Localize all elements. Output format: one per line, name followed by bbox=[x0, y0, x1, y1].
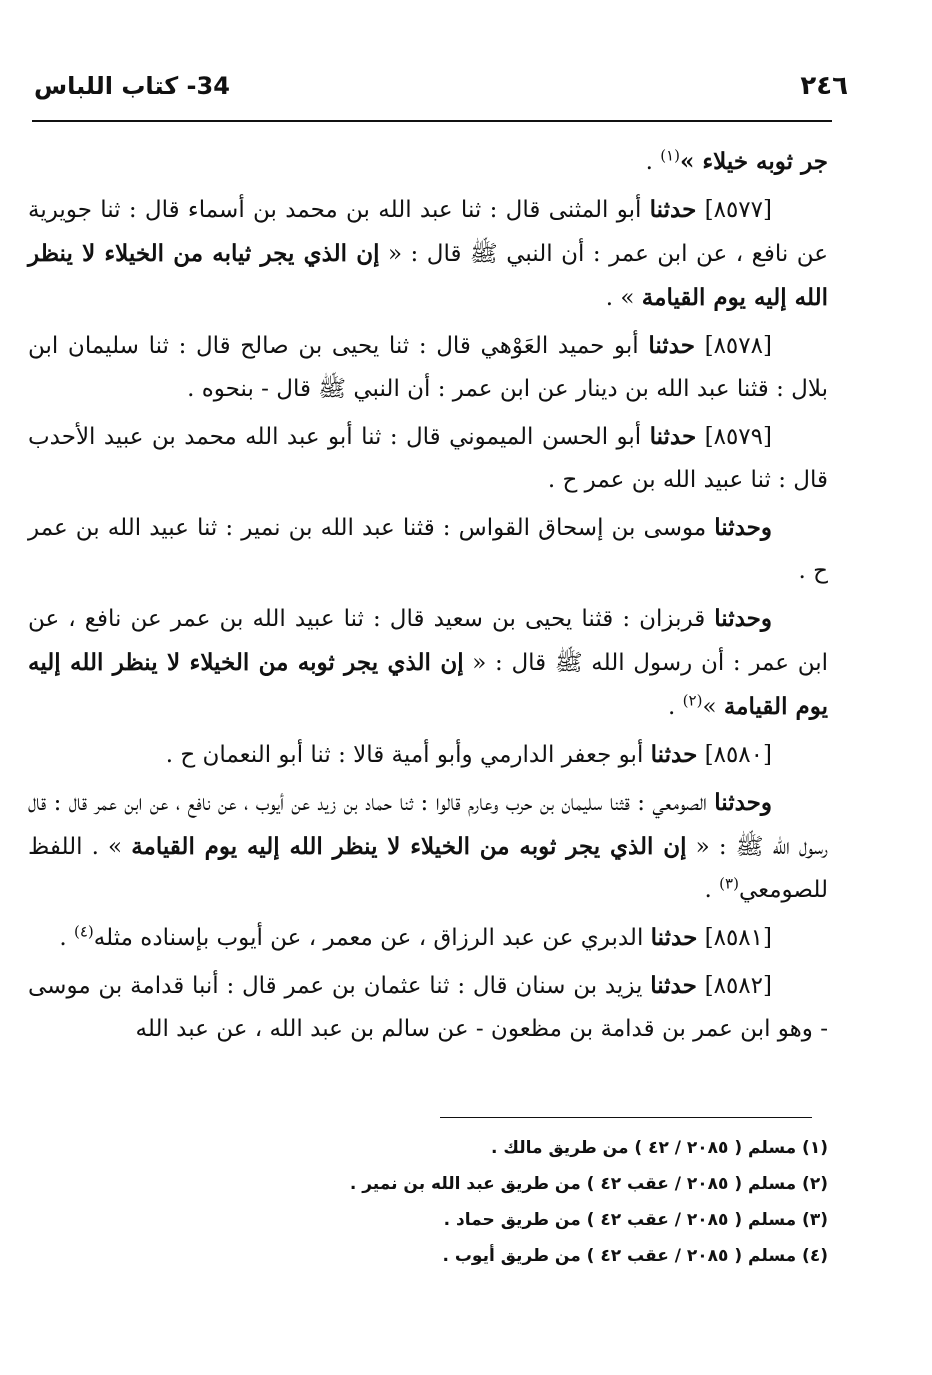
main-text bbox=[28, 140, 828, 1051]
text-run: [٨٥٨٢] bbox=[696, 973, 772, 999]
text-run: . bbox=[59, 925, 74, 951]
text-run: موسى بن إسحاق القواس : قثنا عبد الله بن نمير : ثنا عبيد الله بن عمر ح . bbox=[28, 515, 828, 584]
bold-text: إن الذي يجر ثيابه من الخيلاء لا ينظر الله إليه يوم القيامة bbox=[28, 240, 828, 311]
footnote: (٣) مسلم ( ٢٠٨٥ / عقب ٤٢ ) من طريق حماد . bbox=[443, 1210, 828, 1230]
header-divider bbox=[32, 120, 832, 122]
bold-text: وحدثنا bbox=[714, 789, 772, 816]
footnote: (٢) مسلم ( ٢٠٨٥ / عقب ٤٢ ) من طريق عبد الله بن نمير . bbox=[349, 1174, 828, 1194]
text-run: قربزان : قثنا يحيى بن سعيد قال : ثنا عبيد الله بن عمر عن نافع ، عن ابن عمر : أن رسول الله ﷺ قال : « bbox=[28, 606, 828, 676]
hadith-paragraph bbox=[28, 733, 828, 777]
footnote-marker: (١) bbox=[660, 146, 680, 165]
text-run: [٨٥٨١] bbox=[697, 925, 772, 951]
text-run: أبو حميد العَوْهي قال : ثنا يحيى بن صالح قال : ثنا سليمان ابن بلال : قثنا عبد الله بن دينار عن ابن عمر : أن النبي ﷺ قال - بنحوه . bbox=[28, 333, 828, 402]
hadith-paragraph bbox=[28, 188, 828, 320]
hadith-paragraph bbox=[28, 964, 828, 1051]
hadith-paragraph bbox=[28, 597, 828, 729]
text-run: » . bbox=[605, 285, 642, 311]
bold-text: وحدثنا bbox=[714, 605, 772, 632]
text-run: الدبري عن عبد الرزاق ، عن معمر ، عن أيوب بإسناده مثله bbox=[93, 925, 651, 951]
hadith-paragraph bbox=[28, 324, 828, 411]
bold-text: حدثنا bbox=[650, 741, 698, 768]
hadith-paragraph bbox=[28, 781, 828, 912]
bold-text: وحدثنا bbox=[714, 514, 772, 541]
hadith-paragraph bbox=[28, 140, 828, 184]
bold-text: إن الذي يجر ثوبه من الخيلاء لا ينظر الله إليه يوم القيامة bbox=[28, 649, 828, 720]
hadith-paragraph bbox=[28, 415, 828, 502]
text-run: . bbox=[645, 149, 661, 175]
text-run: أبو المثنى قال : ثنا عبد الله بن محمد بن أسماء قال : ثنا جويرية عن نافع ، عن ابن عمر : أن النبي ﷺ قال : « bbox=[28, 197, 828, 267]
footnote-divider bbox=[440, 1117, 812, 1118]
bold-text: حدثنا bbox=[649, 196, 697, 223]
text-run: » . اللفظ للصومعي bbox=[28, 834, 828, 903]
footnote-marker: (٣) bbox=[719, 874, 739, 893]
text-run: أبو الحسن الميموني قال : ثنا أبو عبد الله محمد بن عبيد الأحدب قال : ثنا عبيد الله بن عمر ح . bbox=[28, 424, 828, 493]
text-run: [٨٥٧٨] bbox=[694, 333, 772, 359]
page-number: ٢٤٦ bbox=[800, 71, 848, 101]
page-header bbox=[34, 60, 848, 112]
text-run: الصومعي : قثنا سليمان بن حرب وعارم قالوا : ثنا حماد بن زيد عن أيوب ، عن نافع ، عن ابن عمر قال : قال رسول الله ﷺ : « bbox=[28, 790, 828, 860]
footnote: (١) مسلم ( ٢٠٨٥ / ٤٢ ) من طريق مالك . bbox=[491, 1138, 828, 1158]
text-run: يزيد بن سنان قال : ثنا عثمان بن عمر قال : أنبا قدامة بن موسى - وهو ابن عمر بن قدامة بن مظعون - عن سالم بن عبد الله ، عن عبد الله bbox=[28, 973, 828, 1042]
text-run: [٨٥٧٩] bbox=[696, 424, 772, 450]
text-run: » bbox=[702, 694, 724, 720]
footnote: (٤) مسلم ( ٢٠٨٥ / عقب ٤٢ ) من طريق أيوب . bbox=[442, 1246, 828, 1266]
bold-text: إن الذي يجر ثوبه من الخيلاء لا ينظر الله إليه يوم القيامة bbox=[131, 833, 687, 860]
hadith-paragraph bbox=[28, 506, 828, 593]
bold-text: حدثنا bbox=[649, 423, 697, 450]
chapter-title: 34- كتاب اللباس bbox=[34, 72, 230, 100]
bold-text: حدثنا bbox=[650, 924, 698, 951]
hadith-paragraph bbox=[28, 916, 828, 960]
footnote-marker: (٤) bbox=[74, 922, 94, 941]
footnotes bbox=[28, 1130, 828, 1274]
text-run: [٨٥٧٧] bbox=[696, 197, 772, 223]
text-run: . bbox=[704, 877, 720, 903]
text-run: أبو جعفر الدارمي وأبو أمية قالا : ثنا أبو النعمان ح . bbox=[165, 742, 651, 768]
footnote-marker: (٢) bbox=[682, 691, 703, 710]
text-run: . bbox=[668, 694, 683, 720]
bold-text: حدثنا bbox=[650, 972, 697, 999]
bold-text: جر ثوبه خيلاء » bbox=[679, 148, 828, 175]
bold-text: حدثنا bbox=[648, 332, 695, 359]
text-run: [٨٥٨٠] bbox=[697, 742, 772, 768]
